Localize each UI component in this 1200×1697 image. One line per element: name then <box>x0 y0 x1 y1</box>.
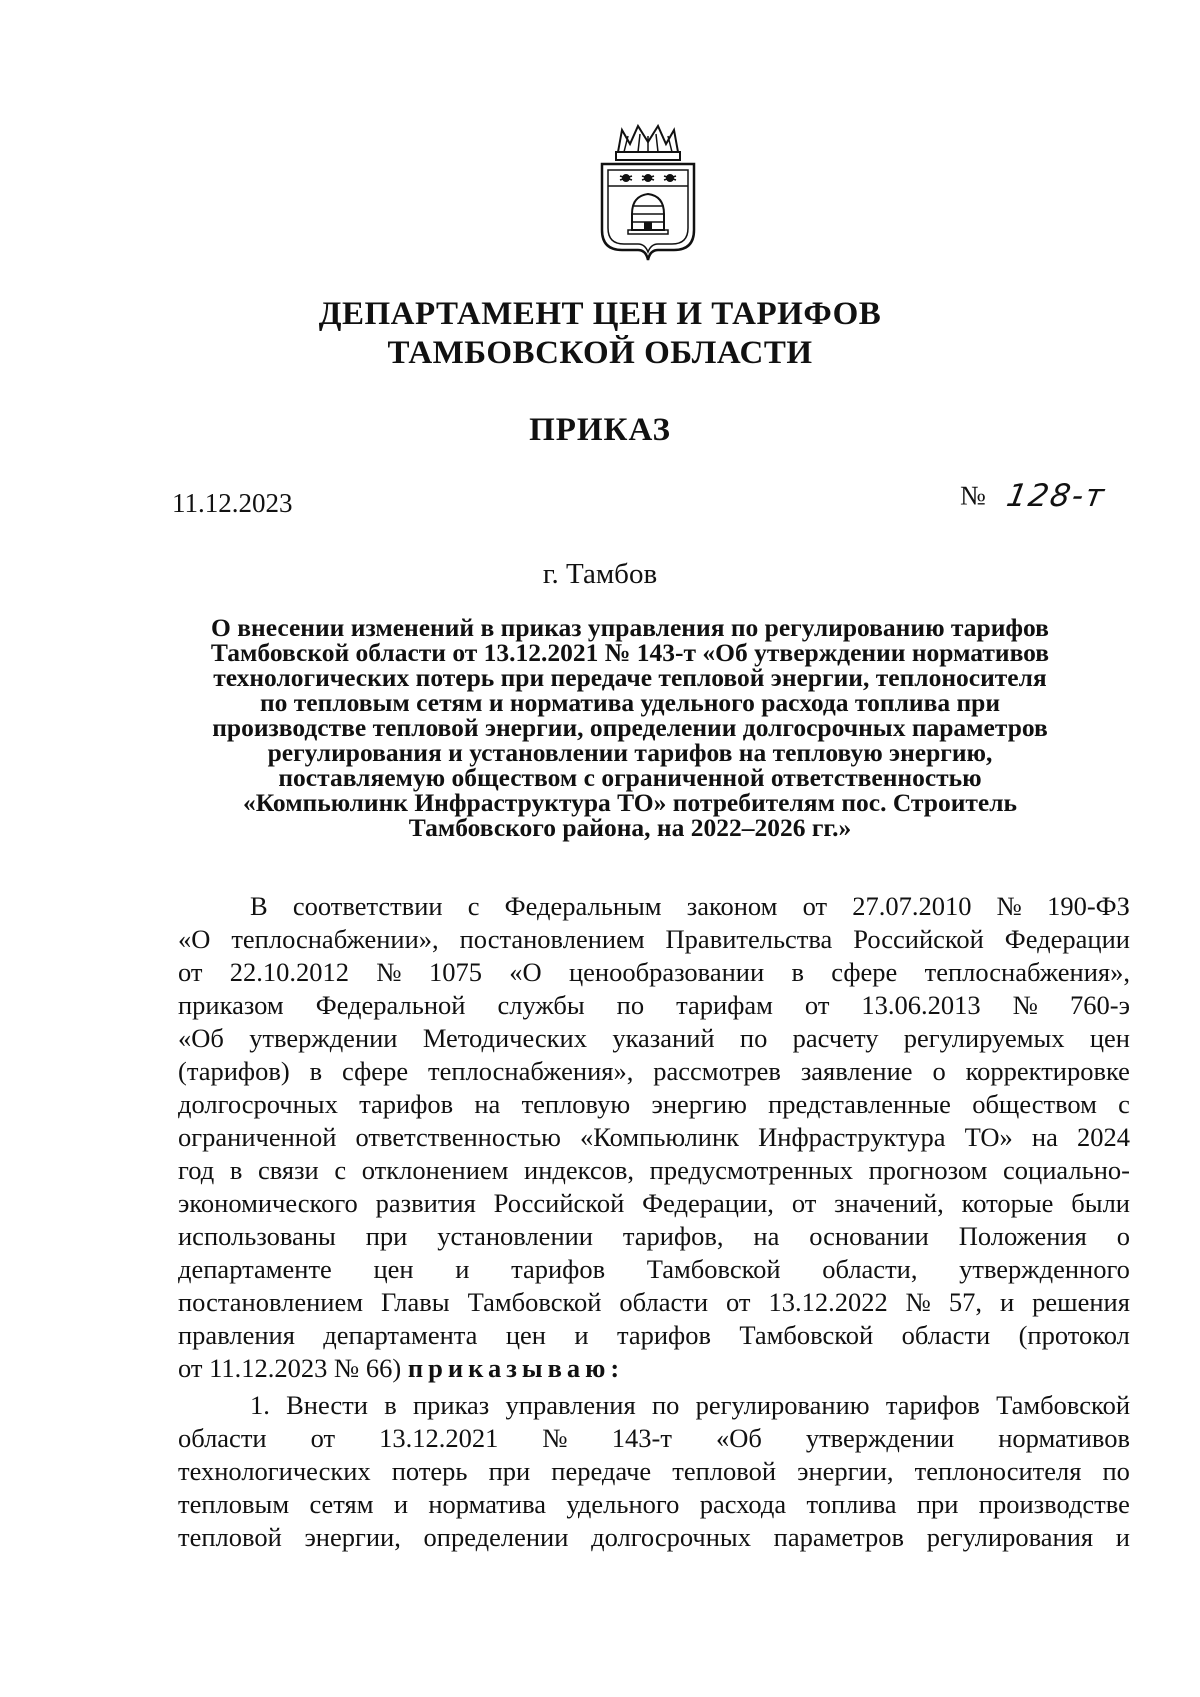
document-number <box>960 478 1109 514</box>
title-line: Тамбовского района, на 2022–2026 гг.» <box>408 813 852 842</box>
word: по <box>616 990 645 1020</box>
paragraph-last-line <box>178 1352 1130 1385</box>
paragraph-line <box>178 890 1130 923</box>
paragraph-line <box>178 956 1130 989</box>
preamble-paragraph <box>178 890 1130 1385</box>
word: решения <box>1032 1287 1130 1317</box>
word: Главы <box>380 1287 450 1317</box>
word: которые <box>961 1188 1054 1218</box>
word: от <box>804 990 830 1020</box>
word: основании <box>809 1221 929 1251</box>
word: по <box>1102 1456 1130 1486</box>
word: по <box>739 1023 768 1053</box>
word: технологических <box>178 1456 371 1486</box>
word: в <box>384 1390 397 1420</box>
word: службы <box>497 990 585 1020</box>
word: и <box>1115 1522 1130 1552</box>
word: тепловой <box>178 1522 282 1552</box>
word: индексов, <box>524 1155 635 1185</box>
word: на <box>1031 1122 1058 1152</box>
word: № <box>376 957 402 987</box>
word: о <box>932 1056 946 1086</box>
order-verb: приказываю: <box>407 1353 625 1383</box>
word: представленные <box>768 1089 951 1119</box>
word: № <box>905 1287 931 1317</box>
word: 27.07.2010 <box>852 891 972 921</box>
word: производстве <box>978 1489 1130 1519</box>
title-line: по тепловым сетям и норматива удельного расхода топлива при <box>259 688 1001 717</box>
word: утверждении <box>805 1423 955 1453</box>
word: энергию <box>651 1089 747 1119</box>
word: при <box>488 1456 531 1486</box>
word: области <box>901 1320 991 1350</box>
word: Методических <box>422 1023 587 1053</box>
word: департаменте <box>178 1254 332 1284</box>
word: развития <box>375 1188 476 1218</box>
word: и <box>393 1489 409 1519</box>
word: «Об <box>178 1023 224 1053</box>
word: Федерации, <box>642 1188 774 1218</box>
word: на <box>753 1221 780 1251</box>
word: Инфраструктура <box>758 1122 946 1152</box>
word: 13.06.2013 <box>861 990 981 1020</box>
word: тарифов <box>885 1390 980 1420</box>
paragraph-line <box>178 1488 1130 1521</box>
word: «О <box>509 957 542 987</box>
document-title <box>150 615 1110 840</box>
paragraph-line <box>178 1521 1130 1554</box>
word: удельного <box>566 1489 680 1519</box>
word: при <box>365 1221 408 1251</box>
department-name-line2: ТАМБОВСКОЙ ОБЛАСТИ <box>387 335 813 371</box>
word: теплоснабжении», <box>231 924 439 954</box>
word: (тарифов) <box>178 1056 290 1086</box>
word: о <box>1116 1221 1130 1251</box>
word: регулируемых <box>903 1023 1065 1053</box>
word: приказом <box>178 990 284 1020</box>
word: ответственностью <box>355 1122 561 1152</box>
word: 760-э <box>1070 990 1130 1020</box>
coat-of-arms-icon <box>588 122 708 262</box>
word: тарифов <box>616 1320 711 1350</box>
word: управления <box>505 1390 636 1420</box>
word: нормативов <box>998 1423 1130 1453</box>
word: от <box>802 891 828 921</box>
word: установлении <box>437 1221 593 1251</box>
word: Федеральной <box>315 990 466 1020</box>
word: законом <box>686 891 778 921</box>
word: на <box>474 1089 501 1119</box>
item-1-paragraph <box>178 1389 1130 1554</box>
word: 57, <box>948 1287 983 1317</box>
word: расхода <box>699 1489 787 1519</box>
title-line: технологических потерь при передаче тепловой энергии, теплоносителя <box>213 663 1047 692</box>
word: (протокол <box>1018 1320 1130 1350</box>
word: обществом <box>972 1089 1097 1119</box>
word: Российской <box>493 1188 625 1218</box>
word: утвержденного <box>959 1254 1130 1284</box>
word: 190-ФЗ <box>1047 891 1130 921</box>
paragraph-line <box>178 989 1130 1022</box>
title-line: поставляемую обществом с ограниченной ответственностью <box>278 763 982 792</box>
word: в <box>229 1155 243 1185</box>
word: регулированию <box>695 1390 870 1420</box>
word: 1075 <box>428 957 482 987</box>
word: области <box>619 1287 709 1317</box>
handwritten-number: 128-т <box>1003 478 1109 514</box>
word: передаче <box>551 1456 652 1486</box>
word: значений, <box>834 1188 944 1218</box>
word: 2024 <box>1076 1122 1130 1152</box>
paragraph-line <box>178 1055 1130 1088</box>
word: приказ <box>412 1390 490 1420</box>
paragraph-line <box>178 1220 1130 1253</box>
word: сетям <box>309 1489 374 1519</box>
paragraph-line <box>178 1121 1130 1154</box>
word: энергии, <box>304 1522 401 1552</box>
word: 13.12.2022 <box>768 1287 888 1317</box>
word: по <box>651 1390 680 1420</box>
word: соответствии <box>292 891 443 921</box>
word: потерь <box>391 1456 468 1486</box>
word: утверждении <box>249 1023 398 1053</box>
word: Положения <box>958 1221 1087 1251</box>
word: области, <box>822 1254 918 1284</box>
word: Тамбовской <box>646 1254 781 1284</box>
word: тарифов <box>359 1089 454 1119</box>
word: Тамбовской <box>739 1320 874 1350</box>
word: от <box>791 1188 817 1218</box>
word: и <box>455 1254 470 1284</box>
title-line: О внесении изменений в приказ управления по регулированию тарифов <box>211 613 1049 642</box>
paragraph-line <box>178 1088 1130 1121</box>
word: долгосрочных <box>178 1089 338 1119</box>
title-line: «Компьюлинк Инфраструктура ТО» потребителям пос. Строитель <box>242 788 1018 817</box>
paragraph-line <box>178 1319 1130 1352</box>
title-line: регулирования и установлении тарифов на тепловую энергию, <box>267 738 993 767</box>
word: тарифов <box>511 1254 606 1284</box>
word: связи <box>257 1155 319 1185</box>
word: тепловым <box>178 1489 290 1519</box>
word: корректировке <box>965 1056 1130 1086</box>
word: энергии, <box>797 1456 894 1486</box>
word: от <box>310 1423 336 1453</box>
word: в <box>309 1056 323 1086</box>
word: параметров <box>773 1522 905 1552</box>
word: Внести <box>286 1390 368 1420</box>
word: 22.10.2012 <box>229 957 350 987</box>
title-line: производстве тепловой энергии, определении долгосрочных параметров <box>212 713 1048 742</box>
word: прогнозом <box>868 1155 988 1185</box>
word: 1. <box>250 1390 270 1420</box>
word: экономического <box>178 1188 358 1218</box>
paragraph-line <box>178 923 1130 956</box>
word: социально- <box>1003 1155 1130 1185</box>
word: 13.12.2021 <box>379 1423 499 1453</box>
word: Федерации <box>1004 924 1130 954</box>
word: Федеральным <box>504 891 662 921</box>
word: тепловой <box>672 1456 777 1486</box>
word: рассмотрев <box>653 1056 781 1086</box>
word: отклонением <box>361 1155 509 1185</box>
word: ТО» <box>964 1122 1013 1152</box>
word: Российской <box>853 924 984 954</box>
word: «О <box>178 924 211 954</box>
protocol-reference: от 11.12.2023 № 66) <box>178 1353 402 1383</box>
word: определении <box>423 1522 569 1552</box>
word: № <box>542 1423 568 1453</box>
word: постановлением <box>459 924 645 954</box>
paragraph-line <box>178 1022 1130 1055</box>
paragraph-line <box>178 1253 1130 1286</box>
paragraph-line <box>178 1389 1130 1422</box>
word: в <box>791 957 804 987</box>
word: Тамбовской <box>467 1287 602 1317</box>
word: использованы <box>178 1221 336 1251</box>
word: с <box>467 891 480 921</box>
word: цен <box>373 1254 414 1284</box>
word: «Компьюлинк <box>580 1122 740 1152</box>
word: год <box>178 1155 215 1185</box>
word: № <box>1012 990 1038 1020</box>
word: сфере <box>342 1056 409 1086</box>
word: и <box>574 1320 589 1350</box>
word: «Об <box>715 1423 762 1453</box>
word: 143-т <box>611 1423 672 1453</box>
word: норматива <box>428 1489 546 1519</box>
word: В <box>250 891 268 921</box>
word: цен <box>505 1320 546 1350</box>
word: правления <box>178 1320 295 1350</box>
word: ценообразовании <box>568 957 765 987</box>
department-name-line1: ДЕПАРТАМЕНТ ЦЕН И ТАРИФОВ <box>318 296 882 332</box>
word: области <box>178 1423 267 1453</box>
word: сфере <box>831 957 898 987</box>
word: тарифов, <box>622 1221 724 1251</box>
word: и <box>1000 1287 1015 1317</box>
document-type: ПРИКАЗ <box>529 412 671 448</box>
word: заявление <box>800 1056 913 1086</box>
word: департамента <box>323 1320 478 1350</box>
paragraph-line <box>178 1187 1130 1220</box>
word: топлива <box>806 1489 897 1519</box>
word: указаний <box>612 1023 715 1053</box>
word: ограниченной <box>178 1122 337 1152</box>
word: при <box>916 1489 959 1519</box>
paragraph-line <box>178 1154 1130 1187</box>
word: регулирования <box>926 1522 1094 1552</box>
word: долгосрочных <box>591 1522 751 1552</box>
city-name: г. Тамбов <box>542 558 658 590</box>
word: с <box>1118 1089 1130 1119</box>
paragraph-line <box>178 1286 1130 1319</box>
word: теплоносителя <box>914 1456 1082 1486</box>
word: были <box>1071 1188 1130 1218</box>
title-line: Тамбовской области от 13.12.2021 № 143-т «Об утверждении нормативов <box>210 638 1050 667</box>
word: Тамбовской <box>996 1390 1130 1420</box>
paragraph-line <box>178 1455 1130 1488</box>
word: расчету <box>792 1023 879 1053</box>
word: тепловую <box>521 1089 631 1119</box>
word: тарифам <box>676 990 773 1020</box>
paragraph-line <box>178 1422 1130 1455</box>
word: предусмотренных <box>649 1155 853 1185</box>
word: с <box>334 1155 347 1185</box>
word: от <box>725 1287 751 1317</box>
word: № <box>996 891 1022 921</box>
word: теплоснабжения», <box>428 1056 634 1086</box>
number-sign: № <box>960 480 986 511</box>
word: цен <box>1089 1023 1130 1053</box>
word: от <box>178 957 203 987</box>
word: теплоснабжения», <box>924 957 1130 987</box>
word: Правительства <box>665 924 833 954</box>
document-date: 11.12.2023 <box>172 488 293 518</box>
word: постановлением <box>178 1287 363 1317</box>
